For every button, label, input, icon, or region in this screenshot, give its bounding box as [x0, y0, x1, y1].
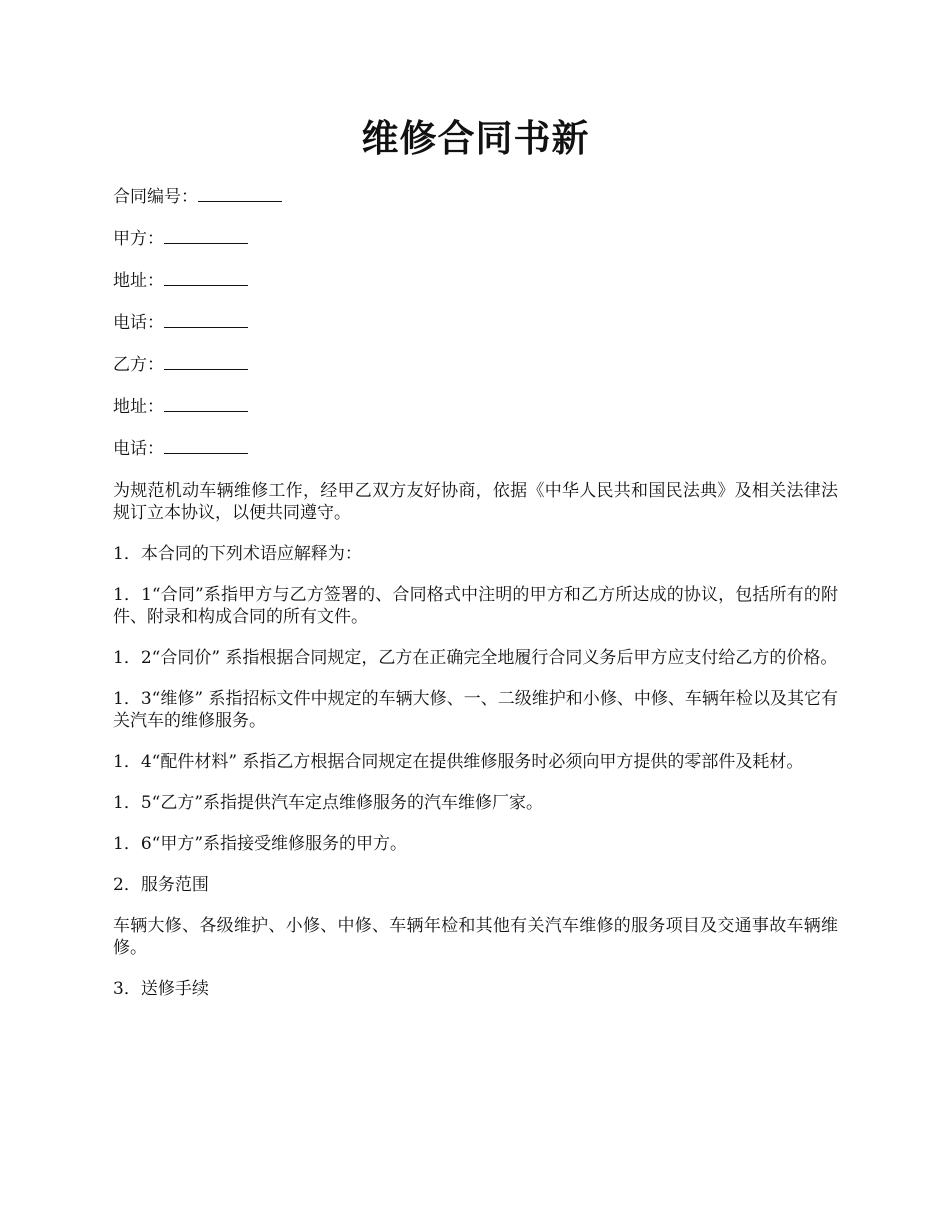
paragraph-term-1-5: 1．5“乙方”系指提供汽车定点维修服务的汽车维修厂家。 [113, 793, 544, 813]
field-label: 甲方： [113, 229, 164, 249]
field-label: 乙方： [113, 355, 164, 375]
paragraph-section-3: 3．送修手续 [113, 979, 209, 999]
paragraph-term-1-1: 1．1“合同”系指甲方与乙方签署的、合同格式中注明的甲方和乙方所达成的协议，包括所有的附件、附录和构成合同的所有文件。 [113, 585, 838, 627]
field-party-b [113, 354, 838, 376]
blank-line [164, 438, 248, 454]
paragraph-term-1-3: 1．3“维修” 系指招标文件中规定的车辆大修、一、二级维护和小修、中修、车辆年检以及其它有关汽车的维修服务。 [113, 689, 838, 731]
paragraph-section-2: 2．服务范围 [113, 875, 209, 895]
field-label: 合同编号： [113, 187, 198, 207]
field-party-b-phone [113, 438, 838, 460]
blank-line [164, 312, 248, 328]
field-label: 地址： [113, 397, 164, 417]
paragraph-term-1-6: 1．6“甲方”系指接受维修服务的甲方。 [113, 834, 408, 854]
field-party-a [113, 228, 838, 250]
field-label: 电话： [113, 439, 164, 459]
field-label: 地址： [113, 271, 164, 291]
field-party-a-address [113, 270, 838, 292]
blank-line [164, 354, 248, 370]
field-contract-number [113, 186, 838, 208]
document-title: 维修合同书新 [361, 116, 590, 160]
paragraph-section-1: 1．本合同的下列术语应解释为： [113, 544, 362, 564]
blank-line [164, 228, 248, 244]
field-party-b-address [113, 396, 838, 418]
field-party-a-phone [113, 312, 838, 334]
blank-line [164, 270, 248, 286]
blank-line [164, 396, 248, 412]
paragraph-term-1-4: 1．4“配件材料” 系指乙方根据合同规定在提供维修服务时必须向甲方提供的零部件及耗材。 [113, 752, 804, 772]
paragraph-term-1-2: 1．2“合同价” 系指根据合同规定，乙方在正确完全地履行合同义务后甲方应支付给乙方的价格。 [113, 648, 838, 668]
paragraph-preamble: 为规范机动车辆维修工作，经甲乙双方友好协商，依据《中华人民共和国民法典》及相关法律法规订立本协议，以便共同遵守。 [113, 481, 838, 523]
blank-line [198, 186, 282, 202]
paragraph-service-scope: 车辆大修、各级维护、小修、中修、车辆年检和其他有关汽车维修的服务项目及交通事故车辆维修。 [113, 916, 838, 958]
field-label: 电话： [113, 313, 164, 333]
